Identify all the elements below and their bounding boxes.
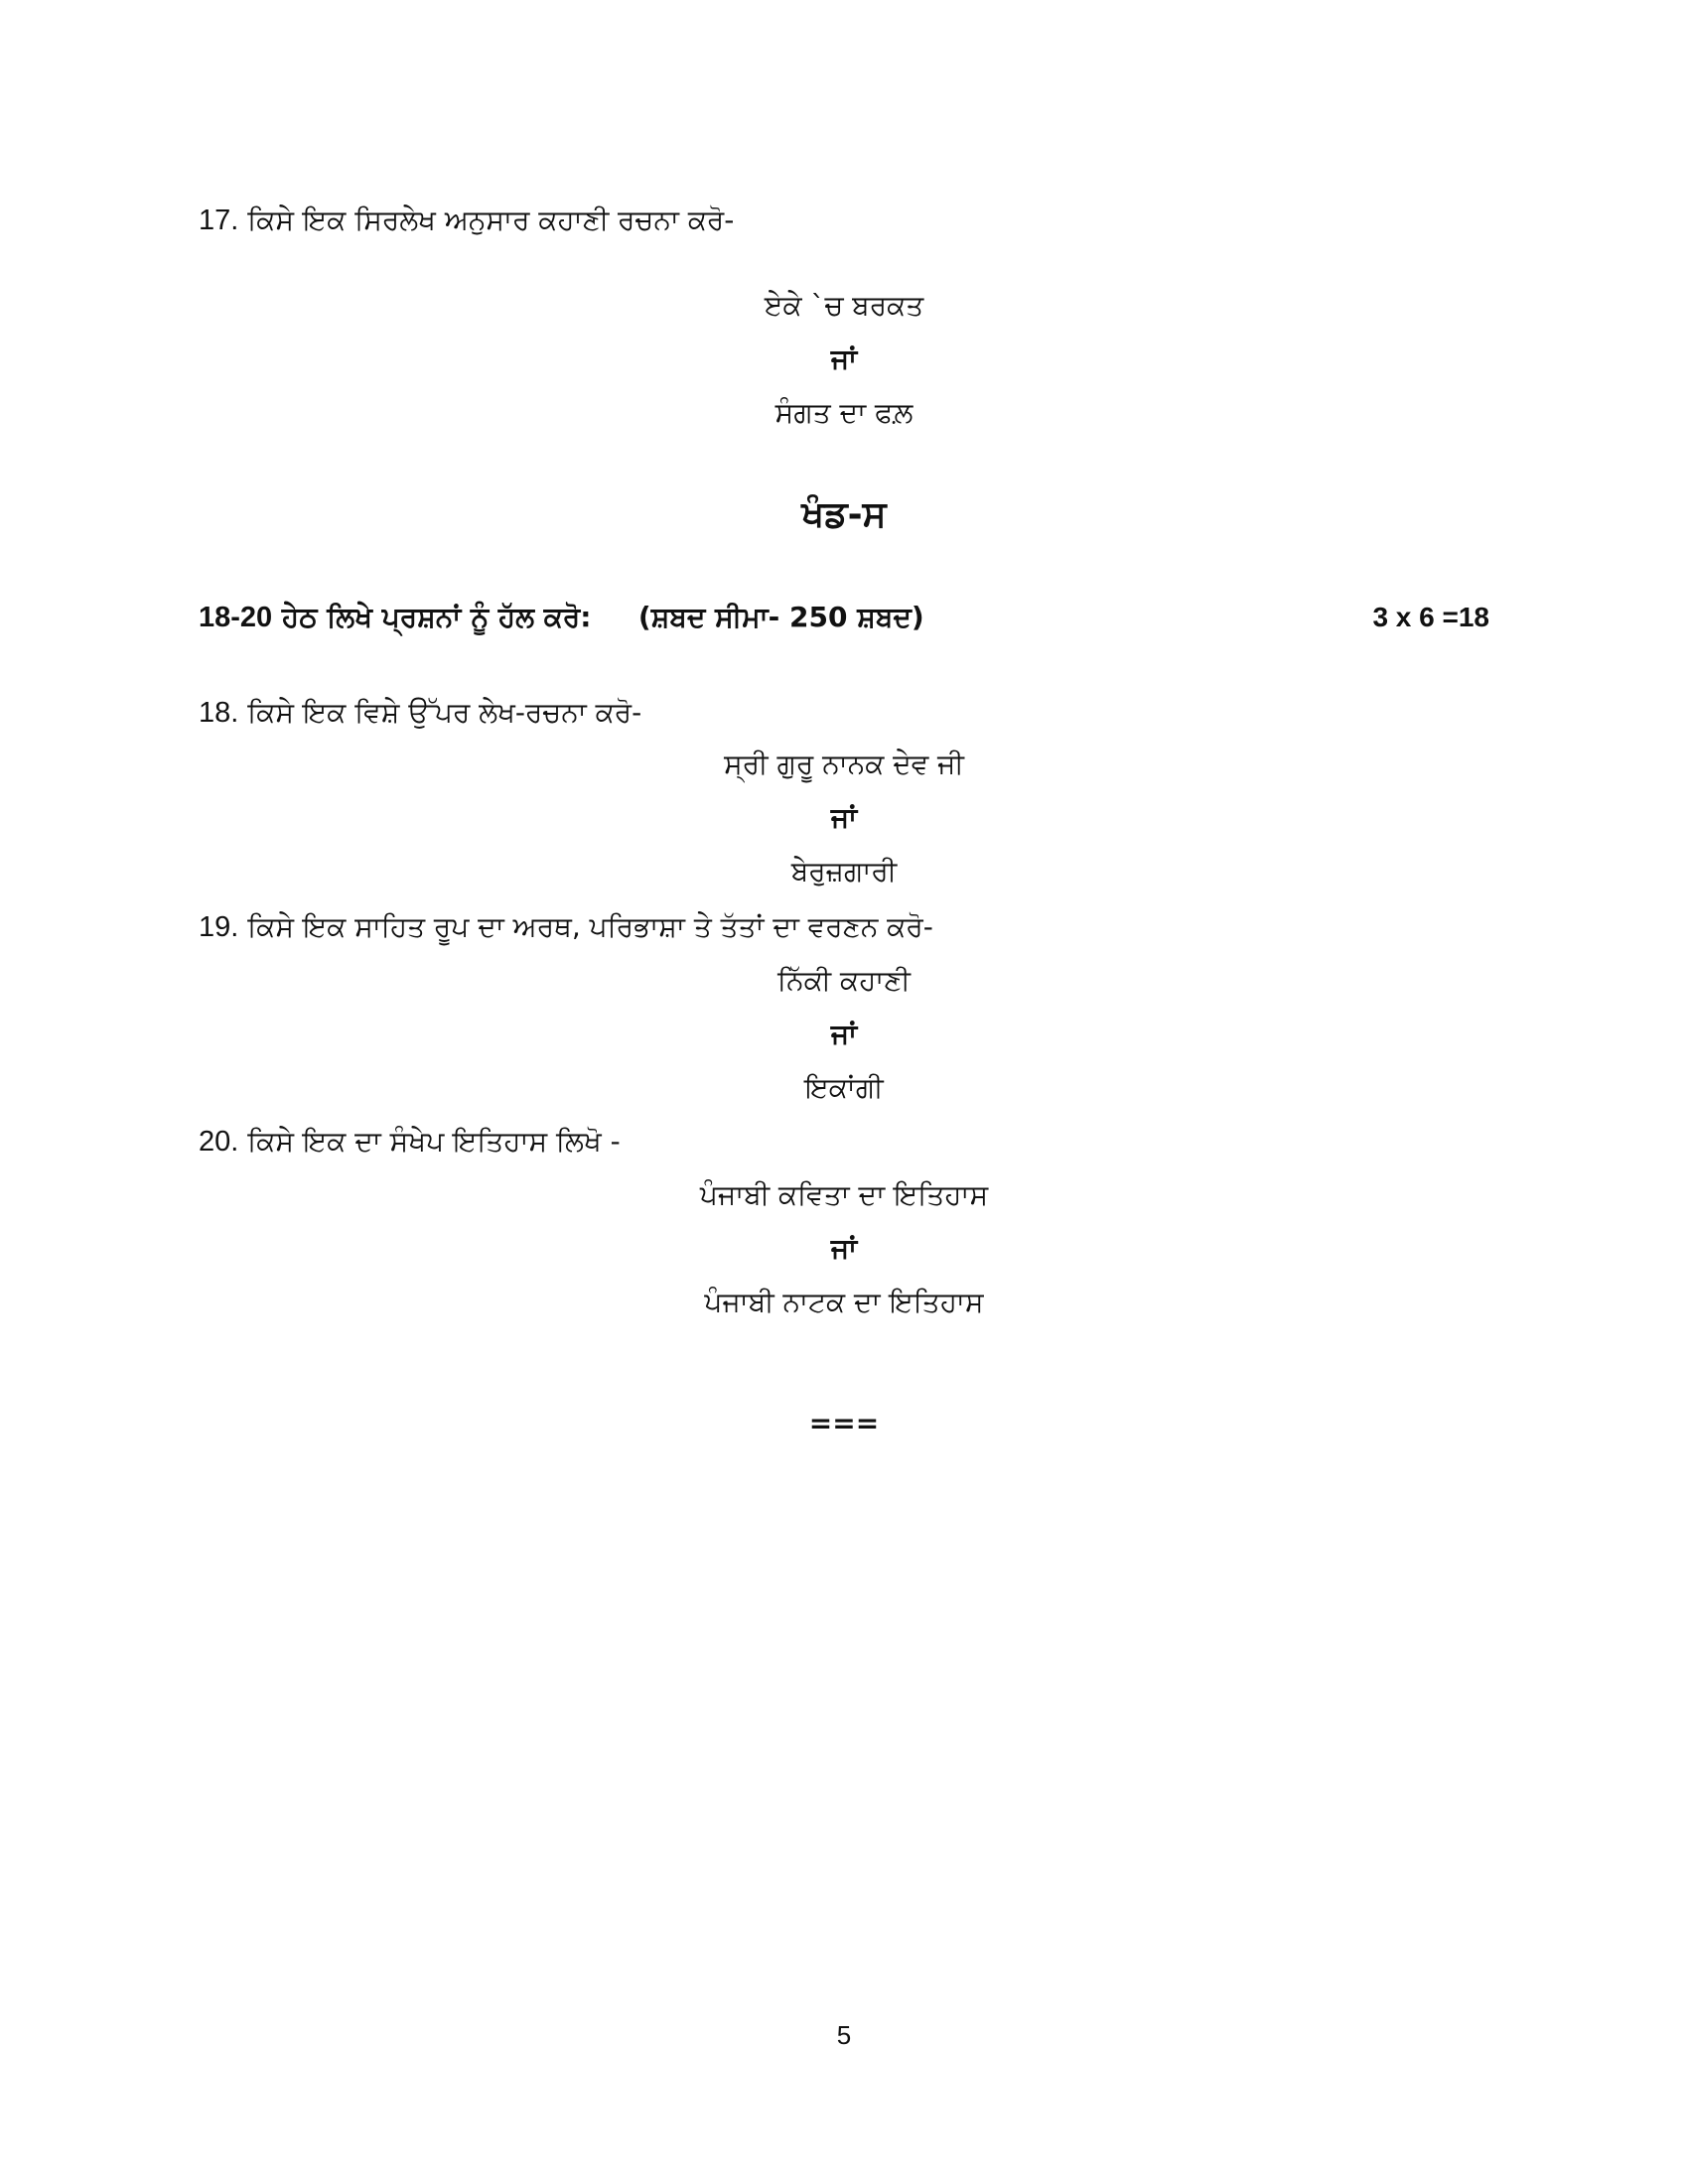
question-19 — [199, 907, 933, 947]
q19-or: ਜਾਂ — [830, 1018, 858, 1050]
question-number: 19. — [199, 911, 239, 943]
q20-or: ਜਾਂ — [830, 1232, 858, 1265]
question-number: 20. — [199, 1126, 239, 1158]
question-17 — [199, 201, 734, 240]
question-number: 17. — [199, 205, 239, 236]
end-mark: === — [808, 1407, 880, 1439]
q18-or: ਜਾਂ — [830, 801, 858, 834]
q17-option-2: ਸੰਗਤ ਦਾ ਫਲ਼ — [774, 396, 914, 429]
question-20 — [199, 1122, 621, 1161]
question-text: ਕਿਸੇ ਇਕ ਵਿਸ਼ੇ ਉੱਪਰ ਲੇਖ-ਰਚਨਾ ਕਰੋ- — [247, 696, 642, 729]
page-number: 5 — [836, 2020, 852, 2050]
question-range: 18-20 — [199, 602, 273, 633]
q19-option-1: ਨਿੱਕੀ ਕਹਾਣੀ — [777, 964, 911, 997]
q19-option-2: ਇਕਾਂਗੀ — [804, 1071, 884, 1104]
question-text: ਕਿਸੇ ਇਕ ਦਾ ਸੰਖੇਪ ਇਤਿਹਾਸ ਲਿਖੋ - — [247, 1125, 621, 1158]
q18-option-2: ਬੇਰੁਜ਼ਗਾਰੀ — [790, 855, 898, 887]
q17-option-1: ਏਕੇ `ਚ ਬਰਕਤ — [764, 289, 924, 322]
question-number: 18. — [199, 697, 239, 729]
q17-or: ਜਾਂ — [830, 342, 858, 375]
q20-option-1: ਪੰਜਾਬੀ ਕਵਿਤਾ ਦਾ ਇਤਿਹਾਸ — [699, 1178, 989, 1211]
marks-label: 3 x 6 =18 — [1372, 602, 1489, 632]
instruction-line — [199, 598, 924, 637]
instruction-text: ਹੇਠ ਲਿਖੇ ਪ੍ਰਸ਼ਨਾਂ ਨੂੰ ਹੱਲ ਕਰੋ: — [281, 601, 592, 633]
section-title: ਖੰਡ-ਸ — [801, 494, 887, 535]
question-text: ਕਿਸੇ ਇਕ ਸਿਰਲੇਖ ਅਨੁਸਾਰ ਕਹਾਣੀ ਰਚਨਾ ਕਰੋ- — [247, 204, 735, 236]
q18-option-1: ਸ੍ਰੀ ਗੁਰੂ ਨਾਨਕ ਦੇਵ ਜੀ — [724, 748, 964, 780]
question-18 — [199, 693, 641, 733]
question-text: ਕਿਸੇ ਇਕ ਸਾਹਿਤ ਰੂਪ ਦਾ ਅਰਥ, ਪਰਿਭਾਸ਼ਾ ਤੇ ਤੱਤਾਂ ਦਾ ਵਰਣਨ ਕਰੋ- — [247, 910, 933, 943]
word-limit: (ਸ਼ਬਦ ਸੀਮਾ- 250 ਸ਼ਬਦ) — [637, 601, 924, 633]
q20-option-2: ਪੰਜਾਬੀ ਨਾਟਕ ਦਾ ਇਤਿਹਾਸ — [704, 1286, 984, 1318]
